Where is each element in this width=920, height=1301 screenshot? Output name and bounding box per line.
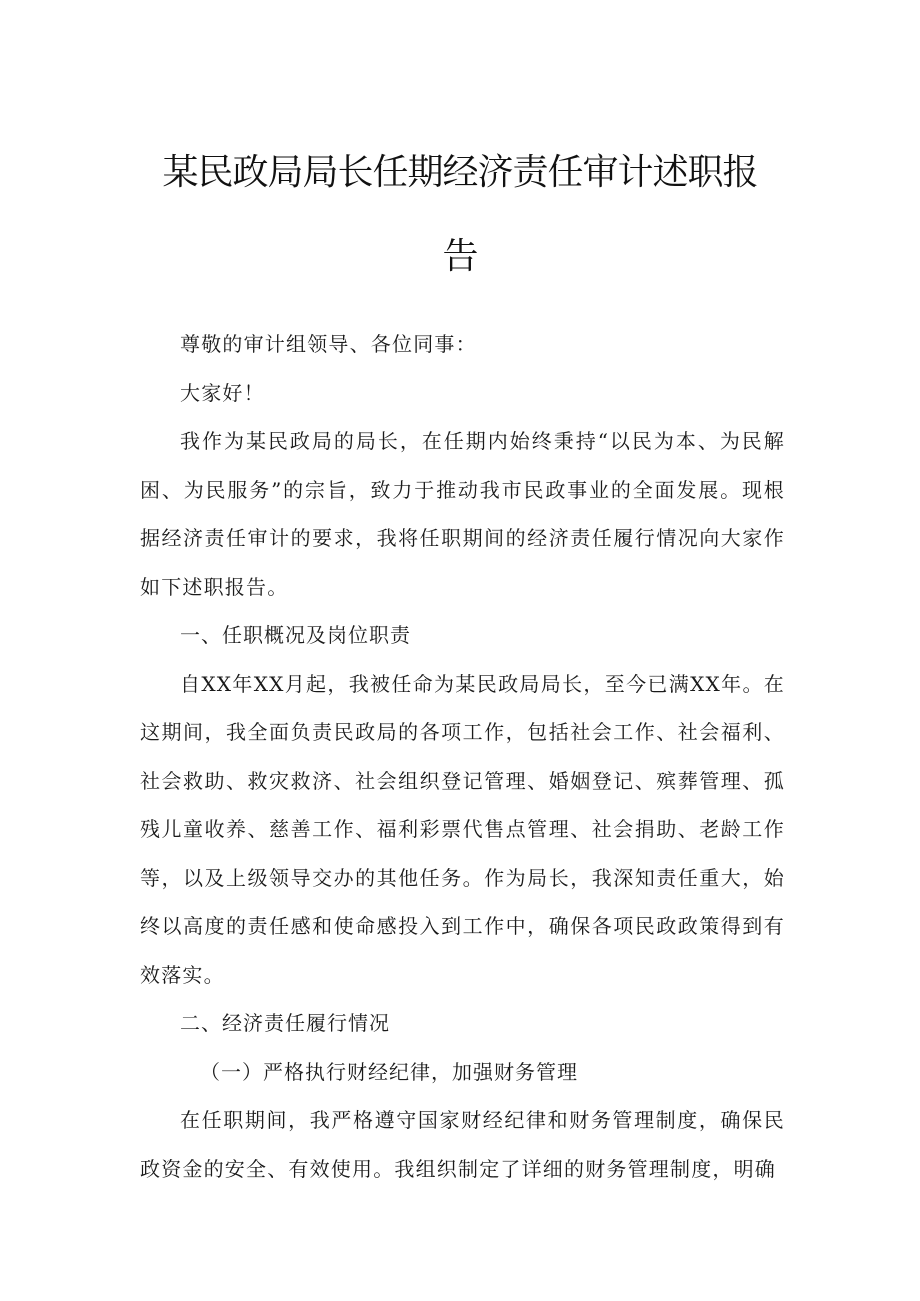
section-heading-1: 一、任职概况及岗位职责	[180, 623, 411, 647]
document-body	[140, 320, 785, 1193]
section-heading-2: 二、经济责任履行情况	[180, 1011, 390, 1035]
intro-paragraph: 我作为某民政局的局长，在任期内始终秉持“以民为本、为民解困、为民服务”的宗旨，致力于推动我市民政事业的全面发展。现根据经济责任审计的要求，我将任职期间的经济责任履行情况向大家作如下述职报告。	[140, 429, 785, 599]
subsection-heading-1: （一）严格执行财经纪律，加强财务管理	[200, 1059, 578, 1084]
section-1-paragraph: 自XX年XX月起，我被任命为某民政局局长，至今已满XX年。在这期间，我全面负责民政局的各项工作，包括社会工作、社会福利、社会救助、救灾救济、社会组织登记管理、婚姻登记、殡葬管理、孤残儿童收养、慈善工作、福利彩票代售点管理、社会捐助、老龄工作等，以及上级领导交办的其他任务。作为局长，我深知责任重大，始终以高度的责任感和使命感投入到工作中，确保各项民政政策得到有效落实。	[140, 671, 785, 987]
subsection-1-paragraph: 在任职期间，我严格遵守国家财经纪律和财务管理制度，确保民政资金的安全、有效使用。我组织制定了详细的财务管理制度，明确	[140, 1108, 785, 1181]
greeting: 大家好！	[180, 380, 265, 405]
salutation: 尊敬的审计组领导、各位同事：	[180, 332, 477, 356]
document-title-line-2: 告	[442, 236, 478, 277]
document-title-line-1: 某民政局局长任期经济责任审计述职报	[162, 152, 758, 193]
